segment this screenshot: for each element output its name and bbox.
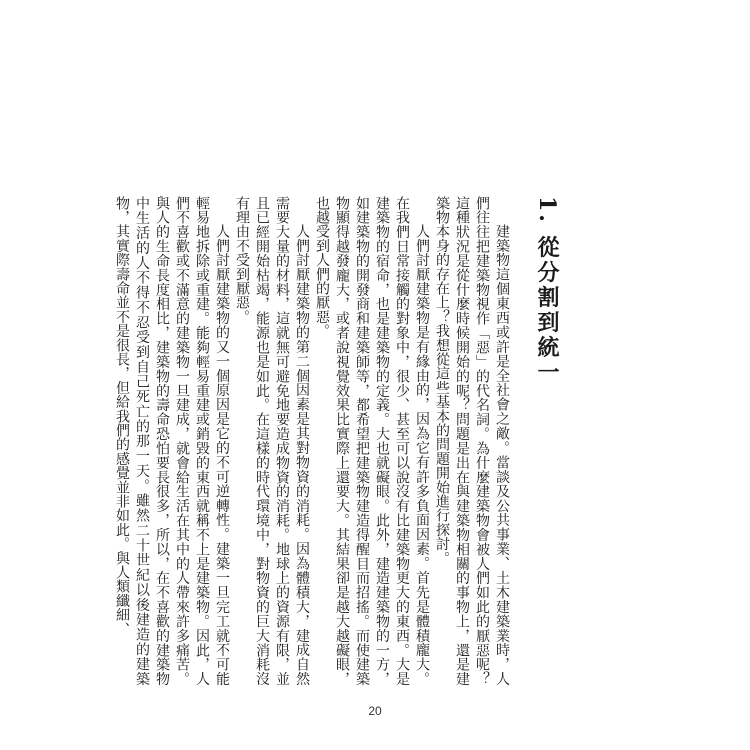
page-number: 20 <box>368 704 382 718</box>
paragraph: 人們討厭建築物的第二個因素是其對物資的消耗。因為體積大，建成自然需要大量的材料，這就無可避免地要造成物資的消耗。地球上的資源有限，並且已經開始枯竭，能源也是如此。在這樣的時代環境中，對物資的巨大消耗沒有理由不受到厭惡。 <box>234 196 310 686</box>
vertical-text-block <box>114 196 560 686</box>
paragraph: 人們討厭建築物是有緣由的，因為它有許多負面因素。首先是體積龐大。在我們日常接觸的對象中，很少、甚至可以說沒有比建築物更大的東西。大是建築物的宿命，也是建築物的定義。大也就礙眼。此外，建造建築物的一方，如建築物的開發商和建築師等，都希望把建築物建造得醒目而招搖。而使建築物顯得越發龐大，或者說視覺效果比實際上還要大。其結果卻是越大越礙眼，也越受到人們的厭惡。 <box>314 196 430 686</box>
paragraph: 人們討厭建築物的又一個原因是它的不可逆轉性。建築一旦完工就不可能輕易地拆除或重建。能夠輕易重建或銷毀的東西就稱不上是建築物。因此，人們不喜歡或不滿意的建築物一旦建成，就會給生活在其中的人帶來許多痛苦。與人的生命長度相比，建築物的壽命恐怕要長很多，所以，在不喜歡的建築物中生活的人不得不忍受到自己死亡的那一天。雖然二十世紀以後建造的建築物，其實際壽命並不是很長，但給我們的感覺並非如此。與人類纖細、 <box>114 196 230 686</box>
chapter-title: 1. 從分割到統一 <box>534 196 560 386</box>
paragraph: 建築物這個東西或許是全社會之敵。當談及公共事業、土木建築業時，人們往往把建築物視作「惡」的代名詞。為什麼建築物會被人們如此的厭惡呢？這種狀況是從什麼時候開始的呢？問題是出在與建築物相關的事物上，還是建築物本身的存在上？我想從這些基本的問題開始進行探討。 <box>434 196 510 686</box>
